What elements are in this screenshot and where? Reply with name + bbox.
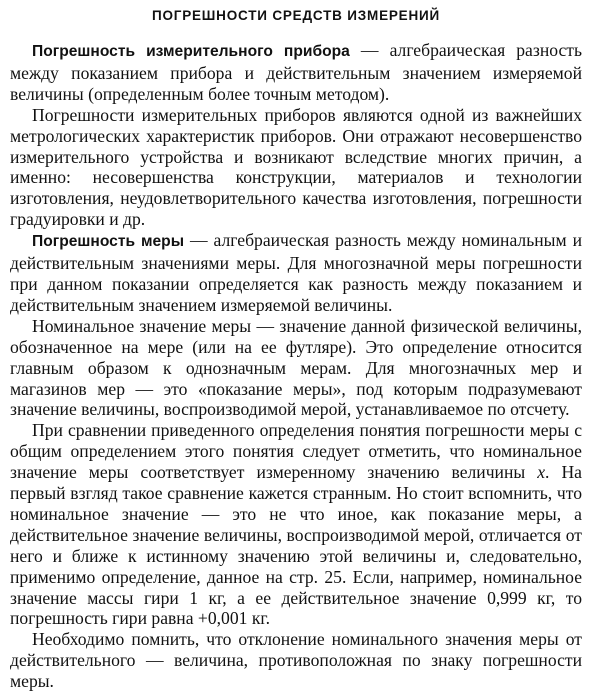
paragraph-text: — алгебраическая разность между номинальным и действительным значениями меры. Для многозначной меры погрешности при данном показании определяется как разность между показанием и действительным значением измеряемой величины. xyxy=(10,230,582,315)
paragraph-instrument-characteristics xyxy=(10,105,582,230)
paragraph-measure-error xyxy=(10,230,582,316)
page-title: ПОГРЕШНОСТИ СРЕДСТВ ИЗМЕРЕНИЙ xyxy=(151,8,441,23)
variable-x: x xyxy=(537,462,546,483)
term-measure-error: Погрешность меры xyxy=(32,233,185,251)
paragraph-nominal-value xyxy=(10,316,582,421)
paragraph-text: Номинальное значение меры — значение данной физической величины, обозначенное на мере (или на ее футляре). Это определение относится главным образом к однозначным мерам. Для многозначных мер и магазинов мер — это «показание меры», под которым подразумевают значение величины, воспроизводимой мерой, устанавливаемое по отсчету. xyxy=(10,315,582,420)
paragraph-instrument-error xyxy=(10,40,582,105)
term-instrument-error: Погрешность измерительного прибора xyxy=(32,43,350,60)
paragraph-text: Необходимо помнить, что отклонение номинального значения меры от действительного — величина, противоположная по знаку погрешности меры. xyxy=(10,629,582,692)
paragraph-comparison xyxy=(10,420,582,629)
paragraph-text: . На первый взгляд такое сравнение кажется странным. Но стоит вспомнить, что номинальное значение — это не что иное, как показание меры, а действительное значение величины, воспроизводимой мерой, отличается от него и ближе к истинному значению этой величины и, следовательно, применимо определение, данное на стр. 25. Если, например, номинальное значение массы гири 1 кг, а ее действительное значение 0,999 кг, то погрешность гири равна +0,001 кг. xyxy=(10,462,582,629)
paragraph-text: Погрешности измерительных приборов являются одной из важнейших метрологических характеристик приборов. Они отражают несовершенство измерительного устройства и возникают вследствие многих причин, а именно: несовершенства конструкции, материалов и технологии изготовления, неудовлетворительного качества изготовления, погрешности градуировки и др. xyxy=(10,104,582,230)
paragraph-deviation xyxy=(10,629,582,692)
paragraph-text: — алгебраическая разность между показанием прибора и действительным значением измеряемой величины (определенным более точным методом). xyxy=(10,40,582,104)
paragraph-text: При сравнении приведенного определения понятия погрешности меры с общим определением этого понятия следует отметить, что номинальное значение меры соответствует измеренному значению величины xyxy=(10,420,582,483)
